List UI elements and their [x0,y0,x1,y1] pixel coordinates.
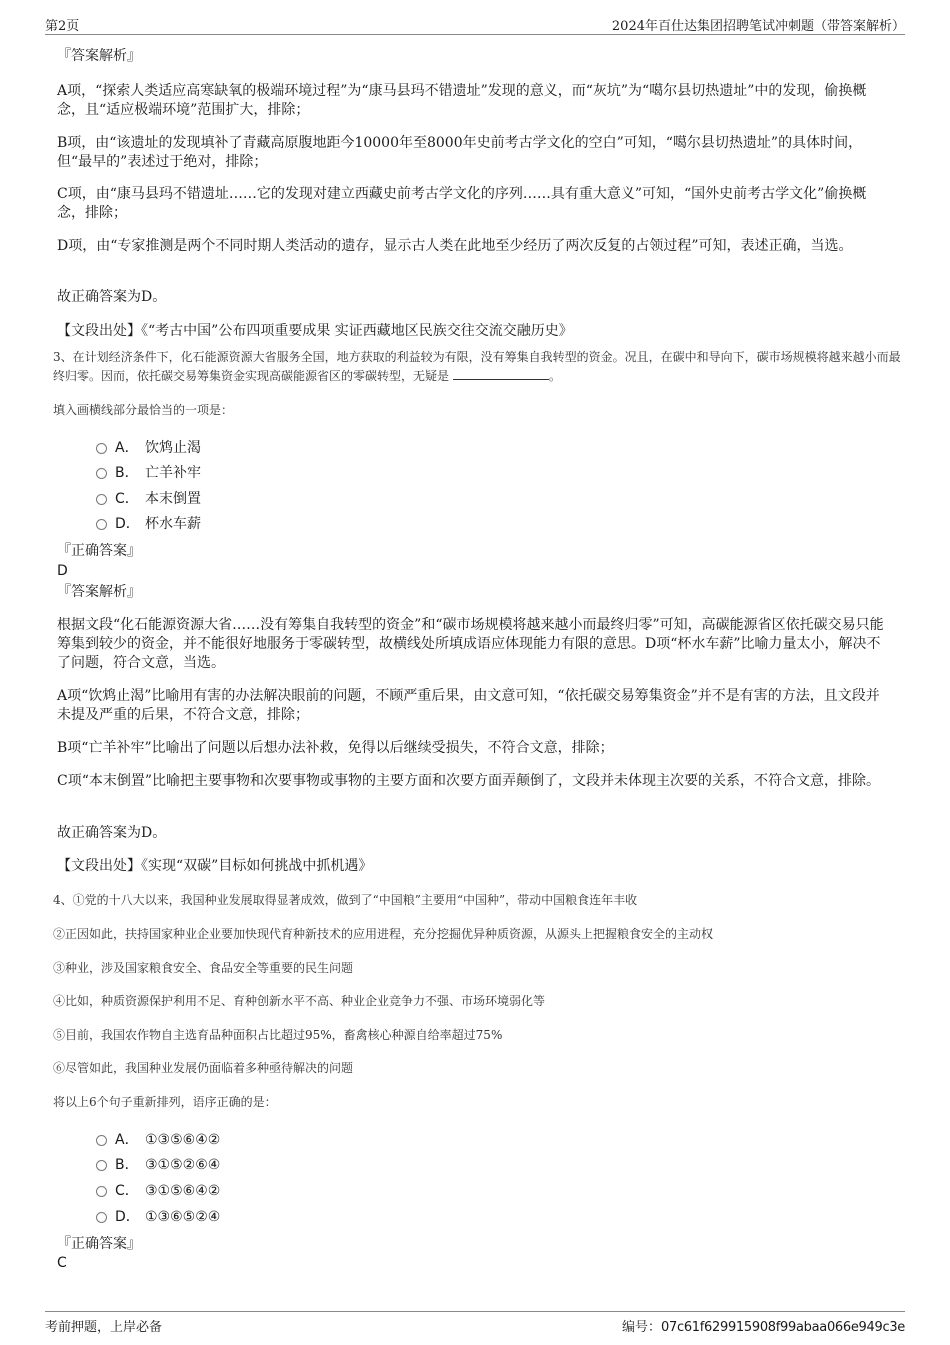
radio-icon[interactable] [96,1135,107,1146]
q2-conclusion: 故正确答案为D。 [57,289,167,305]
q3-analysis-label: 『答案解析』 [57,584,141,600]
option-text: ①③⑥⑤②④ [145,1209,221,1225]
q3-conclusion: 故正确答案为D。 [57,825,167,841]
radio-icon[interactable] [96,1160,107,1171]
option-text: ③①⑤⑥④② [145,1183,221,1199]
q3-source: 【文段出处】《实现“双碳”目标如何挑战中抓机遇》 [57,858,373,874]
page-number: 第2页 [45,19,80,34]
page-footer [45,1311,905,1334]
footer-code [622,1316,905,1335]
q3-option-b[interactable] [96,463,201,483]
q3-analysis-a: A项“饮鸩止渴”比喻用有害的办法解决眼前的问题，不顾严重后果，由文意可知，“依托碳交易筹集资金”并不是有害的方法，且文段并未提及严重的后果，不符合文意，排除； [57,688,880,723]
q3-option-c[interactable] [96,489,201,509]
q4-option-d[interactable] [96,1207,220,1227]
q4-sentence-3: ③种业，涉及国家粮食安全、食品安全等重要的民生问题 [53,961,354,975]
option-text: 饮鸩止渴 [145,440,201,456]
option-letter: C． [115,1183,139,1199]
q3-stem [53,348,903,386]
q2-analysis-label: 『答案解析』 [57,48,141,64]
q4-sentence-2: ②正因如此，扶持国家种业企业要加快现代育种新技术的应用进程，充分挖掘优异种质资源，从源头上把握粮食安全的主动权 [53,927,714,941]
radio-icon[interactable] [96,494,107,505]
q3-stem-end: 。 [548,369,561,383]
q4-sentence-1: 4、①党的十八大以来，我国种业发展取得显著成效，做到了“中国粮”主要用“中国种”，带动中国粮食连年丰收 [53,893,638,907]
q4-sentence-6: ⑥尽管如此，我国种业发展仍面临着多种亟待解决的问题 [53,1061,354,1075]
q3-correct-answer: D [57,563,68,579]
option-letter: B． [115,1157,139,1173]
option-letter: D． [115,516,140,532]
q2-analysis-d: D项，由“专家推测是两个不同时期人类活动的遗存，显示古人类在此地至少经历了两次反复的占领过程”可知，表述正确，当选。 [57,238,853,254]
q2-source: 【文段出处】《“考古中国”公布四项重要成果 实证西藏地区民族交往交流交融历史》 [57,323,573,339]
option-text: 亡羊补牢 [145,465,201,481]
footer-code-label: 编号： [622,1320,662,1335]
q4-sentence-5: ⑤目前，我国农作物自主选育品种面积占比超过95%，畜禽核心种源自给率超过75% [53,1028,503,1042]
q3-option-a[interactable] [96,438,201,458]
radio-icon[interactable] [96,468,107,479]
q3-analysis-b: B项“亡羊补牢”比喻出了问题以后想办法补救，免得以后继续受损失，不符合文意，排除； [57,740,614,756]
q4-option-a[interactable] [96,1130,220,1150]
option-letter: C． [115,491,139,507]
footer-code-value: 07c61f629915908f99abaa066e949c3e [661,1320,905,1335]
option-letter: D． [115,1209,140,1225]
q4-prompt: 将以上6个句子重新排列，语序正确的是： [53,1095,277,1109]
answer-blank [453,368,549,380]
q3-analysis-c: C项“本末倒置”比喻把主要事物和次要事物或事物的主要方面和次要方面弄颠倒了，文段并未体现主次要的关系，不符合文意，排除。 [57,773,881,789]
q2-analysis-c: C项，由“康马县玛不错遗址……它的发现对建立西藏史前考古学文化的序列……具有重大意义”可知，“国外史前考古学文化”偷换概念，排除； [57,186,867,221]
option-text: 本末倒置 [145,491,201,507]
q3-prompt: 填入画横线部分最恰当的一项是： [53,403,234,417]
radio-icon[interactable] [96,443,107,454]
radio-icon[interactable] [96,1186,107,1197]
radio-icon[interactable] [96,1212,107,1223]
q4-correct-answer: C [57,1255,67,1271]
option-letter: B． [115,465,139,481]
q4-sentence-4: ④比如，种质资源保护利用不足、育种创新水平不高、种业企业竞争力不强、市场环境弱化等 [53,994,546,1008]
footer-slogan: 考前押题，上岸必备 [45,1320,163,1335]
q4-option-b[interactable] [96,1155,220,1175]
document-title: 2024年百仕达集团招聘笔试冲刺题（带答案解析） [611,19,905,34]
option-text: 杯水车薪 [145,516,201,532]
q2-analysis-a: A项，“探索人类适应高寒缺氧的极端环境过程”为“康马县玛不错遗址”发现的意义，而“灰坑”为“噶尔县切热遗址”中的发现，偷换概念，且“适应极端环境”范围扩大，排除； [57,83,867,118]
q4-correct-label: 『正确答案』 [57,1236,141,1252]
q3-option-d[interactable] [96,514,201,534]
option-letter: A． [115,440,139,456]
q3-analysis-main: 根据文段“化石能源资源大省……没有筹集自我转型的资金”和“碳市场规模将越来越小而最终归零”可知，高碳能源省区依托碳交易只能筹集到较少的资金，并不能很好地服务于零碳转型，故横线处所填成语应体现能力有限的意思。D项“杯水车薪”比喻力量太小，解决不了问题，符合文意，当选。 [57,617,884,671]
q3-correct-label: 『正确答案』 [57,543,141,559]
option-text: ①③⑤⑥④② [145,1132,221,1148]
option-letter: A． [115,1132,139,1148]
radio-icon[interactable] [96,519,107,530]
option-text: ③①⑤②⑥④ [145,1157,221,1173]
page-header [45,14,905,35]
q2-analysis-b: B项，由“该遗址的发现填补了青藏高原腹地距今10000年至8000年史前考古学文化的空白”可知，“噶尔县切热遗址”的具体时间，但“最早的”表述过于绝对，排除； [57,135,863,170]
q4-option-c[interactable] [96,1181,220,1201]
q3-stem-text: 3、在计划经济条件下，化石能源资源大省服务全国，地方获取的利益较为有限，没有筹集自我转型的资金。况且，在碳中和导向下，碳市场规模将越来越小而最终归零。因而，依托碳交易筹集资金实现高碳能源省区的零碳转型，无疑是 [53,350,901,383]
